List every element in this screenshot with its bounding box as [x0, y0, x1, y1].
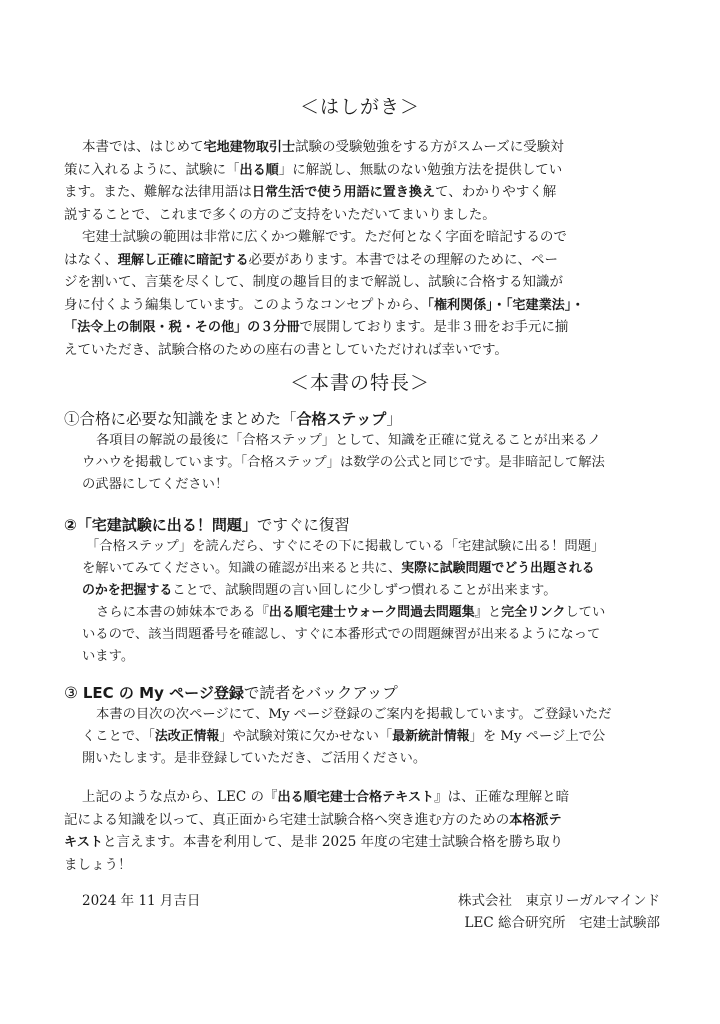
features-heading: ＜本書の特長＞ — [289, 372, 430, 394]
text-line: くことで、「法改正情報」や試験対策に欠かせない「最新統計情報」を My ページ上で公 — [82, 729, 606, 744]
feature-1-body — [82, 430, 662, 496]
text-line: ウハウを掲載しています。「合格ステップ」は数学の公式と同じです。是非暗記して解法 — [82, 455, 605, 470]
closing-paragraph — [64, 786, 660, 876]
text-line: えていただき、試験合格のための座右の書としていただければ幸いです。 — [64, 341, 508, 358]
text-line: 説することで、これまで多くの方のご支持をいただいてまいりました。 — [64, 206, 496, 223]
preface-heading: ＜はしがき＞ — [299, 96, 420, 118]
text-line: 身に付くよう編集しています。このようなコンセプトから、「権利関係」・「宅建業法」・ — [64, 296, 585, 313]
feature-2-body — [82, 536, 662, 668]
text-line: ましょう！ — [64, 856, 132, 873]
text-line: のかを把握することで、試験問題の言い回しに少しずつ慣れることが出来ます。 — [82, 583, 557, 598]
text-line: はなく、理解し正確に暗記する必要があります。本書ではその理解のために、ペー — [64, 251, 558, 268]
text-line: 上記のような点から、LEC の『出る順宅建士合格テキスト』は、正確な理解と暗 — [82, 789, 570, 805]
text-line: 開いたします。是非登録していただき、ご活用ください。 — [82, 751, 427, 766]
text-line: ます。また、難解な法律用語は日常生活で使う用語に置き換えて、わかりやすく解 — [64, 184, 557, 200]
text-line: 本書では、はじめて宅地建物取引士試験の受験勉強をする方がスムーズに受験対 — [82, 139, 564, 155]
text-line: います。 — [82, 649, 135, 664]
text-line: 記による知識を以って、真正面から宅建士試験合格へ突き進む方のための本格派テ — [64, 811, 562, 828]
feature-1-title: ①合格に必要な知識をまとめた「合格ステップ」 — [64, 410, 402, 428]
text-line: 策に入れるように、試験に「出る順」に解説し、無駄のない勉強方法を提供してい — [64, 161, 563, 178]
text-line: の武器にしてください！ — [82, 477, 229, 492]
text-line: 本書の目次の次ページにて、My ページ登録のご案内を掲載しています。ご登録いただ — [96, 707, 612, 722]
text-line: 「合格ステップ」を読んだら、すぐにその下に掲載している「宅建試験に出る！問題」 — [86, 539, 605, 554]
feature-3-body — [82, 704, 662, 770]
text-line: キストと言えます。本書を利用して、是非 2025 年度の宅建士試験合格を勝ち取り — [64, 834, 564, 850]
feature-2-title: ②「宅建試験に出る！問題」ですぐに復習 — [64, 516, 350, 534]
text-line: 宅建士試験の範囲は非常に広くかつ難解です。ただ何となく字面を暗記するので — [82, 229, 567, 245]
preface-paragraph-2 — [64, 226, 660, 361]
feature-3-title: ③ LEC の My ページ登録で読者をバックアップ — [64, 684, 398, 702]
footer-date: 2024 年 11 月吉日 — [82, 893, 201, 909]
footer-department: LEC 総合研究所 宅建士試験部 — [464, 915, 660, 931]
footer-company: 株式会社 東京リーガルマインド — [458, 893, 660, 909]
text-line: 各項目の解説の最後に「合格ステップ」として、知識を正確に覚えることが出来るノ — [96, 433, 601, 448]
text-line: さらに本書の姉妹本である『出る順宅建士ウォーク問過去問題集』と完全リンクしてい — [96, 605, 606, 620]
text-line: いるので、該当問題番号を確認し、すぐに本番形式での問題練習が出来るようになって — [82, 627, 601, 642]
text-line: 「法令上の制限・税・その他」の３分冊で展開しております。是非３冊をお手元に揃 — [64, 319, 569, 335]
preface-paragraph-1 — [64, 136, 660, 226]
text-line: を解いてみてください。知識の確認が出来ると共に、実際に試験問題でどう出題される — [82, 561, 595, 576]
text-line: ジを割いて、言葉を尽くして、制度の趣旨目的まで解説し、試験に合格する知識が — [64, 274, 563, 290]
